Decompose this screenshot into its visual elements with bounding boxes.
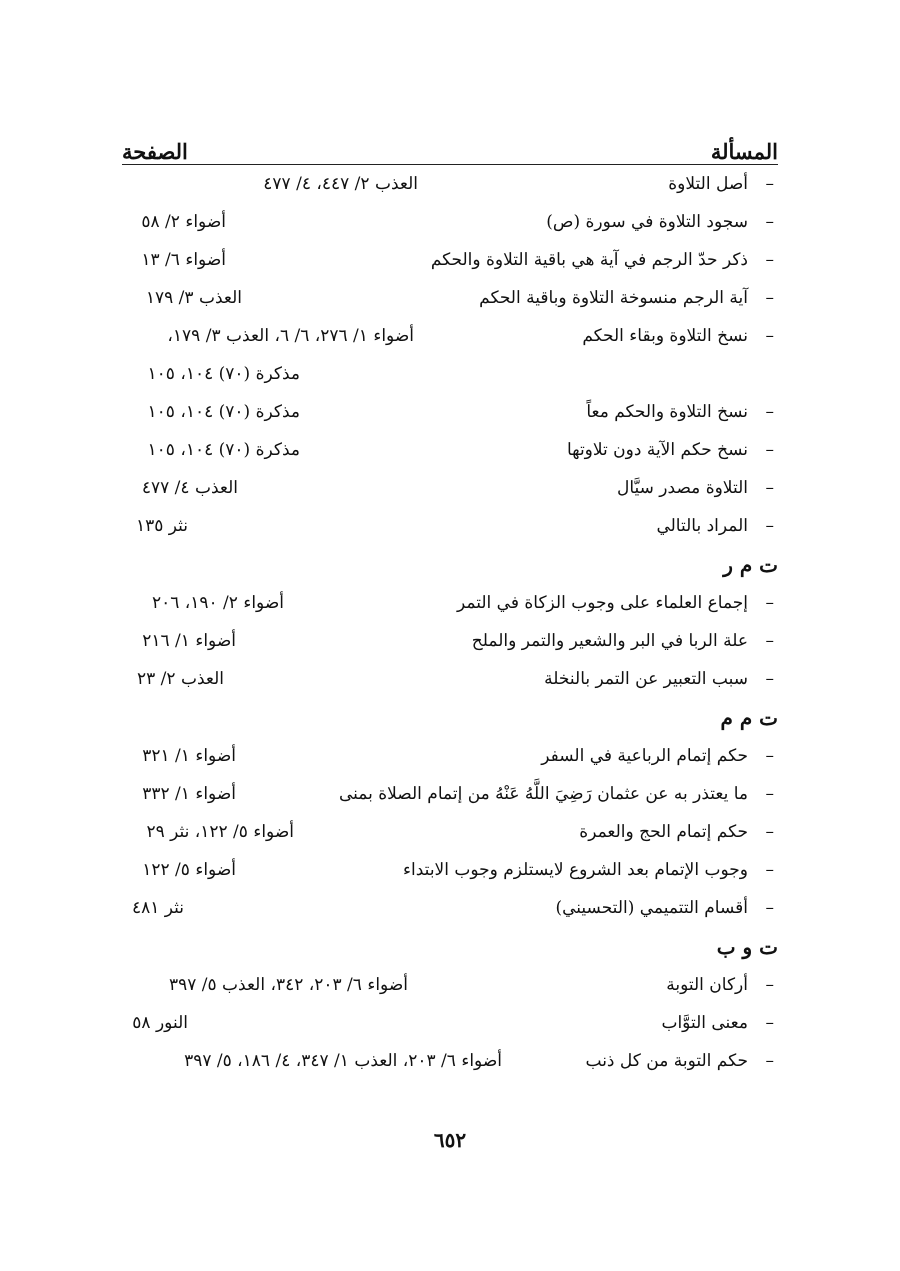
entry-topic: إجماع العلماء على وجوب الزكاة في التمر [457,593,748,613]
entry-topic: المراد بالتالي [656,516,748,536]
bullet-dash: – [765,975,774,995]
entry-reference: العذب ٢/ ٢٣ [137,669,224,689]
entry-reference: أضواء ٢/ ١٩٠، ٢٠٦ [151,593,284,613]
bullet-dash: – [765,250,774,270]
entry-topic: ما يعتذر به عن عثمان رَضِيَ اللَّهُ عَنْهُ من إتمام الصلاة بمنى [338,784,748,804]
index-page [122,118,778,1080]
entry-topic: وجوب الإتمام بعد الشروع لايستلزم وجوب الابتداء [403,860,748,880]
bullet-dash: – [765,669,774,689]
entry-topic: نسخ التلاوة وبقاء الحكم [582,326,748,346]
index-entry [122,165,778,203]
entry-reference: أضواء ٦/ ٢٠٣، العذب ١/ ٣٤٧، ٤/ ١٨٦، ٥/ ٣٩٧ [184,1051,502,1071]
index-entry [122,966,778,1004]
entry-reference: أضواء ٦/ ١٣ [141,250,226,270]
index-entry [122,393,778,431]
index-entry [122,622,778,660]
bullet-dash: – [765,631,774,651]
bullet-dash: – [765,898,774,918]
section-heading: ت م م [720,705,778,730]
index-entry [122,775,778,813]
entry-topic: أقسام التتميمي (التحسيني) [555,898,748,918]
entry-topic: ذكر حدّ الرجم في آية هي باقية التلاوة والحكم [430,250,748,270]
bullet-dash: – [765,593,774,613]
entry-reference: أضواء ١/ ٢١٦ [142,631,236,651]
index-entry [122,1042,778,1080]
entry-topic: نسخ حكم الآية دون تلاوتها [566,440,748,460]
bullet-dash: – [765,288,774,308]
section-heading: ت م ر [723,552,778,577]
index-entry [122,813,778,851]
section-heading: ت و ب [716,934,778,959]
entry-topic: معنى التوَّاب [661,1013,748,1033]
index-entry [122,203,778,241]
index-entry [122,1004,778,1042]
bullet-dash: – [765,326,774,346]
entry-topic: حكم التوبة من كل ذنب [585,1051,748,1071]
entry-reference: أضواء ٢/ ٥٨ [141,212,226,232]
entry-reference: نثر ١٣٥ [135,516,188,536]
entry-reference: أضواء ٥/ ١٢٢ [142,860,236,880]
index-entry [122,241,778,279]
bullet-dash: – [765,174,774,194]
bullet-dash: – [765,212,774,232]
entry-topic: علة الربا في البر والشعير والتمر والملح [471,631,748,651]
bullet-dash: – [765,440,774,460]
index-entry [122,507,778,545]
index-entry [122,889,778,927]
entry-reference: مذكرة (٧٠) ١٠٤، ١٠٥ [147,364,300,384]
bullet-dash: – [765,784,774,804]
entry-reference: أضواء ١/ ٣٢١ [142,746,236,766]
entry-topic: حكم إتمام الحج والعمرة [579,822,748,842]
entry-topic: أصل التلاوة [668,174,748,194]
bullet-dash: – [765,746,774,766]
index-entry [122,317,778,355]
bullet-dash: – [765,478,774,498]
entry-reference: أضواء ٦/ ٢٠٣، ٣٤٢، العذب ٥/ ٣٩٧ [168,975,408,995]
bullet-dash: – [765,822,774,842]
entry-topic: سبب التعبير عن التمر بالنخلة [544,669,748,689]
entry-reference: أضواء ١/ ٢٧٦، ٦/ ٦، العذب ٣/ ١٧٩، [167,326,414,346]
index-entry [122,660,778,698]
entry-reference: مذكرة (٧٠) ١٠٤، ١٠٥ [147,440,300,460]
page-column-header: الصفحة [122,139,188,164]
entry-reference: مذكرة (٧٠) ١٠٤، ١٠٥ [147,402,300,422]
entry-reference: العذب ٤/ ٤٧٧ [141,478,238,498]
entry-reference: نثر ٤٨١ [131,898,184,918]
entry-reference: النور ٥٨ [132,1013,188,1033]
entry-topic: أركان التوبة [666,975,748,995]
index-entry [122,584,778,622]
bullet-dash: – [765,516,774,536]
index-entry-continued [122,355,778,393]
bullet-dash: – [765,1013,774,1033]
index-entry [122,279,778,317]
entry-topic: نسخ التلاوة والحكم معاً [586,402,748,422]
index-entry [122,737,778,775]
entry-reference: أضواء ٥/ ١٢٢، نثر ٢٩ [146,822,294,842]
issue-column-header: المسألة [710,139,778,164]
bullet-dash: – [765,860,774,880]
entry-topic: آية الرجم منسوخة التلاوة وباقية الحكم [479,288,748,308]
bullet-dash: – [765,1051,774,1071]
entry-topic: سجود التلاوة في سورة (ص) [546,212,748,232]
entry-reference: أضواء ١/ ٣٣٢ [142,784,236,804]
entry-reference: العذب ٢/ ٤٤٧، ٤/ ٤٧٧ [263,174,418,194]
index-entry [122,469,778,507]
entry-topic: حكم إتمام الرباعية في السفر [541,746,748,766]
table-header [122,118,778,165]
index-entry [122,851,778,889]
entry-reference: العذب ٣/ ١٧٩ [145,288,242,308]
entry-topic: التلاوة مصدر سيَّال [617,478,748,498]
bullet-dash: – [765,402,774,422]
index-entry [122,431,778,469]
page-number: ٦٥٢ [433,1128,467,1152]
